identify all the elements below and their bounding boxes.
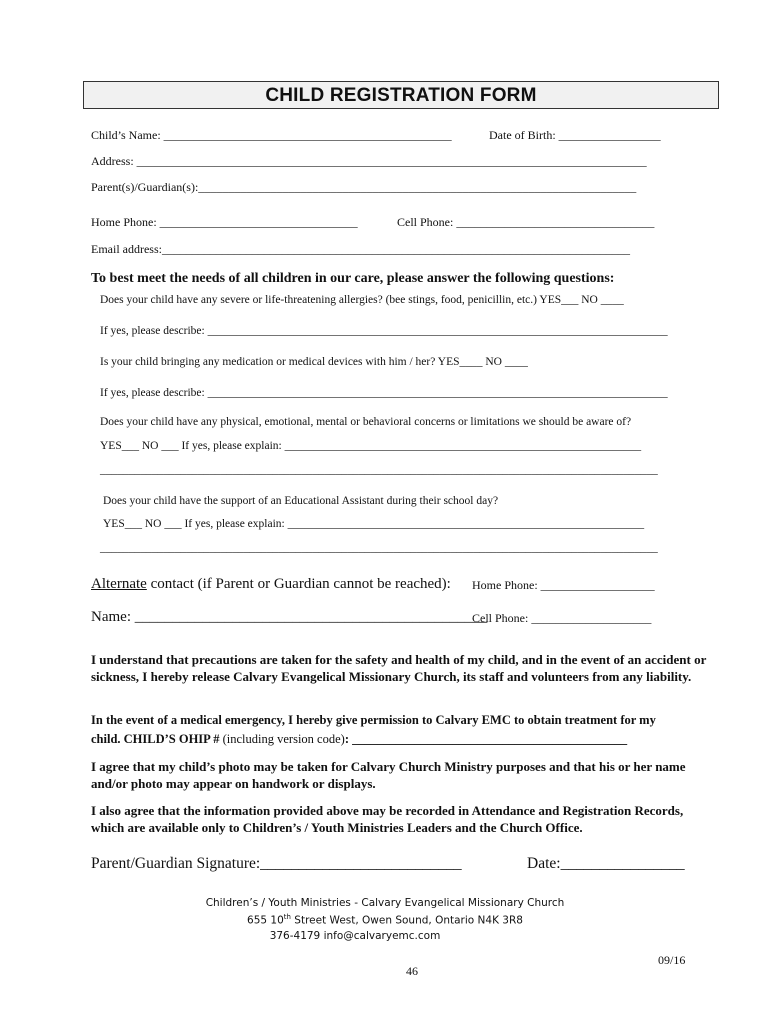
concerns-question: Does your child have any physical, emotional, mental or behavioral concerns or limitations we should be aware of? bbox=[100, 416, 632, 428]
parents-guardians-field[interactable]: Parent(s)/Guardian(s):_________________________________________________________________________ bbox=[91, 180, 637, 194]
medication-question[interactable]: Is your child bringing any medication or medical devices with him / her? YES____ NO ____ bbox=[100, 356, 528, 368]
records-consent-paragraph: I also agree that the information provided above may be recorded in Attendance and Registration Records, which are available only to Children’s / Youth Ministries Leaders and the Church Office. bbox=[91, 803, 684, 835]
ohip-blank[interactable]: : ____________________________________________ bbox=[344, 732, 628, 746]
alternate-cell-phone-field[interactable]: Cell Phone: ____________________ bbox=[472, 611, 652, 625]
medication-describe-field[interactable]: If yes, please describe: ________________________________________________________________________________ bbox=[100, 387, 668, 399]
ohip-field[interactable] bbox=[91, 732, 627, 747]
home-phone-field[interactable]: Home Phone: _________________________________ bbox=[91, 215, 358, 229]
footer-contact: 376-4179 info@calvaryemc.com bbox=[269, 930, 441, 942]
signature-date-field[interactable]: Date:________________ bbox=[527, 855, 685, 872]
alternate-label-rest: contact (if Parent or Guardian cannot be reached): bbox=[146, 576, 451, 592]
ea-question: Does your child have the support of an Educational Assistant during their school day? bbox=[103, 495, 499, 507]
ea-extra-line[interactable]: _________________________________________________________________________________________________ bbox=[100, 542, 658, 554]
footer-address bbox=[0, 913, 770, 927]
cell-phone-field[interactable]: Cell Phone: _________________________________ bbox=[397, 215, 655, 229]
ea-answer-field[interactable]: YES___ NO ___ If yes, please explain: ______________________________________________________________ bbox=[103, 518, 645, 530]
ohip-version-note: (including version code) bbox=[219, 732, 345, 746]
date-of-birth-field[interactable]: Date of Birth: _________________ bbox=[489, 128, 661, 142]
allergies-describe-field[interactable]: If yes, please describe: ________________________________________________________________________________ bbox=[100, 325, 668, 337]
form-title: CHILD REGISTRATION FORM bbox=[83, 81, 719, 109]
alternate-name-field[interactable]: Name: _______________________________________________ bbox=[91, 609, 488, 625]
footer-address-number: 655 10 bbox=[247, 914, 284, 927]
revision-code: 09/16 bbox=[658, 953, 686, 967]
page-number: 46 bbox=[406, 964, 418, 978]
photo-consent-paragraph: I agree that my child’s photo may be taken for Calvary Church Ministry purposes and that his or her name and/or photo may appear on handwork or displays. bbox=[91, 759, 686, 791]
signature-field[interactable]: Parent/Guardian Signature:__________________________ bbox=[91, 855, 462, 872]
questions-heading: To best meet the needs of all children in our care, please answer the following questions: bbox=[91, 271, 615, 286]
ohip-label: child. CHILD’S OHIP # bbox=[91, 732, 220, 746]
child-name-field[interactable]: Child’s Name: ________________________________________________ bbox=[91, 128, 452, 142]
concerns-extra-line[interactable]: _________________________________________________________________________________________________ bbox=[100, 464, 658, 476]
footer-address-suffix: th bbox=[283, 913, 291, 921]
concerns-answer-field[interactable]: YES___ NO ___ If yes, please explain: ______________________________________________________________ bbox=[100, 440, 642, 452]
medical-emergency-line1: In the event of a medical emergency, I hereby give permission to Calvary EMC to obtain treatment for my bbox=[91, 713, 656, 727]
email-field[interactable]: Email address:______________________________________________________________________________ bbox=[91, 242, 630, 256]
alternate-underlined: Alternate bbox=[91, 576, 147, 592]
alternate-home-phone-field[interactable]: Home Phone: ___________________ bbox=[472, 578, 655, 592]
footer-address-street: Street West, Owen Sound, Ontario N4K 3R8 bbox=[290, 914, 523, 927]
address-field[interactable]: Address: _____________________________________________________________________________________ bbox=[91, 154, 647, 168]
precautions-paragraph: I understand that precautions are taken for the safety and health of my child, and in the event of an accident or sickness, I hereby release Calvary Evangelical Missionary Church, its staff and volunteers from any liability. bbox=[91, 652, 707, 684]
allergies-question[interactable]: Does your child have any severe or life-threatening allergies? (bee stings, food, penicillin, etc.) YES___ NO ____ bbox=[100, 294, 624, 306]
alternate-contact-label bbox=[91, 576, 451, 593]
footer-ministry: Children’s / Youth Ministries - Calvary Evangelical Missionary Church bbox=[205, 897, 565, 909]
